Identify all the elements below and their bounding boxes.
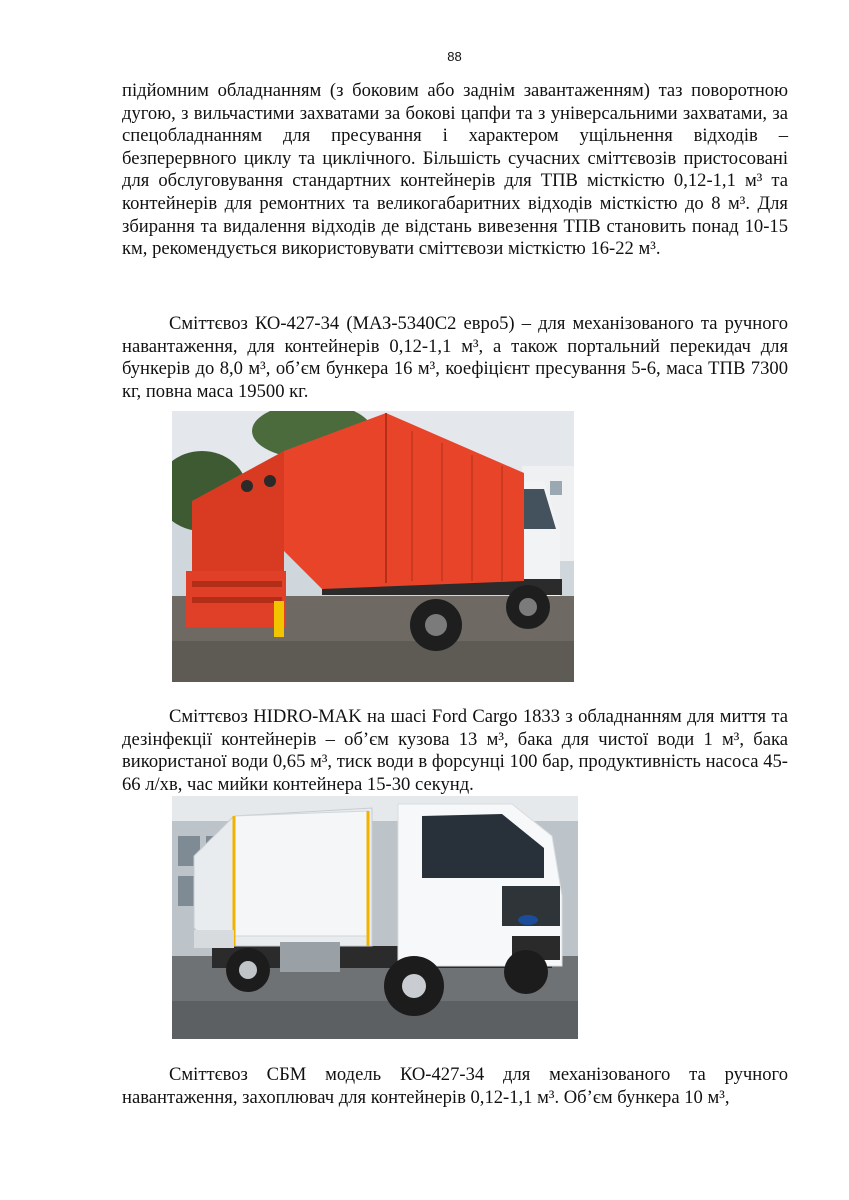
paragraph-ko-427-34-maz: Сміттєвоз КО-427-34 (МАЗ-5340С2 евро5) – для механізованого та ручного навантаження, для контейнерів 0,12-1,1 м³, а також портальний перекидач для бункерів до 8,0 м³, об’єм бункера 16 м³, коефіцієнт пресування 5-6, маса ТПВ 7300 кг, повна маса 19500 кг. <box>122 313 788 402</box>
page-number: 88 <box>447 49 462 64</box>
paragraph-sbm-ko-427-34: Сміттєвоз СБМ модель КО-427-34 для механізованого та ручного навантаження, захоплювач для контейнерів 0,12-1,1 м³. Об’єм бункера 10 м³, <box>122 1064 788 1108</box>
photo-white-ford-cargo-truck <box>172 796 578 1039</box>
photo-red-garbage-truck <box>172 411 574 682</box>
paragraph-intro: підйомним обладнанням (з боковим або заднім завантаженням) таз поворотною дугою, з вильчастими захватами за бокові цапфи та з універсальними захватами, за спецобладнанням для пресування і характером ущільнення відходів – безперервного циклу та циклічного. Більшість сучасних сміттєвозів пристосовані для обслуговування стандартних контейнерів для ТПВ місткістю 0,12-1,1 м³ та контейнерів для ремонтних та великогабаритних відходів місткістю до 8 м³. Для збирання та видалення відходів де відстань вивезення ТПВ становить понад 10-15 км, рекомендується використовувати сміттєвози місткістю 16-22 м³. <box>122 80 788 260</box>
paragraph-hidro-mak: Сміттєвоз HIDRO-MAK на шасі Ford Cargo 1833 з обладнанням для миття та дезінфекції контейнерів – об’єм кузова 13 м³, бака для чистої води 1 м³, бака використаної води 0,65 м³, тиск води в форсунці 100 бар, продуктивність насоса 45-66 л/хв, час мийки контейнера 15-30 секунд. <box>122 706 788 795</box>
